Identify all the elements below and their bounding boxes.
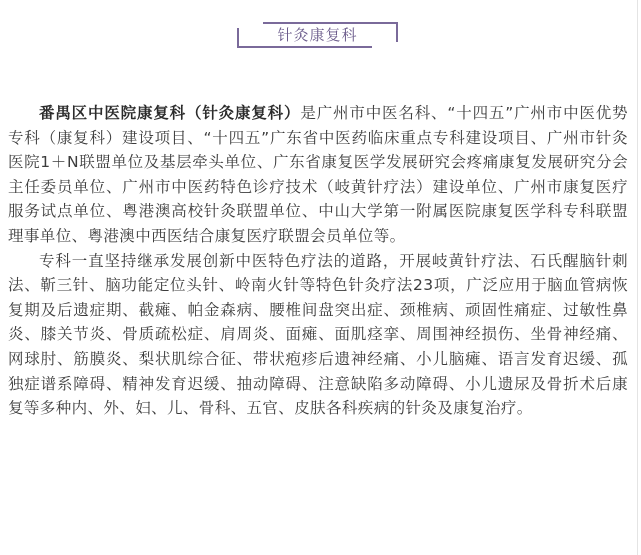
- section-title: 针灸康复科: [277, 26, 358, 44]
- paragraph-intro-text: 是广州市中医名科、“十四五”广州市中医优势专科（康复科）建设项目、“十四五”广东省中医药临床重点专科建设项目、广州市针灸医院1＋N联盟单位及基层牵头单位、广东省康复医学发展研究会疼痛康复发展研究分会主任委员单位、广州市中医药特色诊疗技术（岐黄针疗法）建设单位、广州市康复医疗服务试点单位、粤港澳高校针灸联盟单位、中山大学第一附属医院康复医学科专科联盟理事单位、粤港澳中西医结合康复医疗联盟会员单位等。: [8, 104, 629, 245]
- right-border-rule: [637, 0, 638, 555]
- section-heading: [237, 22, 398, 48]
- paragraph-specialties-text: 专科一直坚持继承发展创新中医特色疗法的道路，开展岐黄针疗法、石氏醒脑针刺法、靳三针、脑功能定位头针、岭南火针等特色针灸疗法23项，广泛应用于脑血管病恢复期及后遗症期、截瘫、帕金森病、腰椎间盘突出症、颈椎病、顽固性痛症、过敏性鼻炎、膝关节炎、骨质疏松症、肩周炎、面瘫、面肌痉挛、周围神经损伤、坐骨神经痛、网球肘、筋膜炎、梨状肌综合征、带状疱疹后遗神经痛、小儿脑瘫、语言发育迟缓、孤独症谱系障碍、精神发育迟缓、抽动障碍、注意缺陷多动障碍、小儿遗尿及骨折术后康复等多种内、外、妇、儿、骨科、五官、皮肤各科疾病的针灸及康复治疗。: [8, 251, 628, 418]
- paragraph-intro: [8, 101, 628, 249]
- department-name: 番禺区中医院康复科（针灸康复科）: [39, 104, 301, 122]
- heading-frame-bottom: [237, 46, 372, 48]
- paragraph-specialties: [8, 249, 628, 421]
- article-body: [8, 101, 628, 421]
